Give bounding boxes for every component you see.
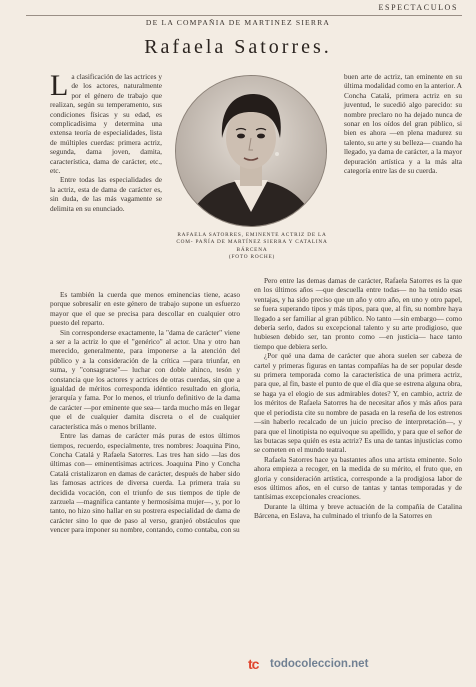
top-rule (26, 15, 462, 16)
intro-text: a clasificación de las actrices y de los actores, naturalmente por el género de trabajo que realizan, según su temperamento, sus condiciones físicas y su edad, es complicadísima y determina una extensa teoría de especialidades, lista de múltiples cuerdas: primera actriz, segunda, dama joven, damita, característica, dama de carácter, etc., etc. (50, 72, 162, 176)
intro-paragraph (50, 69, 162, 176)
left-paragraph-3: Entre las damas de carácter más puras de estos últimos tiempos, recuerdo, especialmente, tres nombres: Joaquina Pino, Concha Catalá y Rafaela Satorres. Las tres han sido —las dos últimas con— eminentísimas actrices. Joaquina Pino y Concha Catalá cristalizaron en damas de carácter, después de haber sido las famosas actrices de diversa cuerda. La primera traía su decidida vocación, con el triunfo de sus tiempos de tiple de zarzuela —magnífica cantante y hermosísima mujer—, y, por lo tanto, no hizo sino hallar en su postrera especialidad de dama de carácter sino lo que de paso al verso, granjeó obstáculos que vencer para imponer su nombre, contando, como contaba, con su (50, 431, 240, 535)
running-head: ESPECTACULOS (378, 3, 458, 12)
caption-line-1: RAFAELA SATORRES, EMINENTE ACTRIZ DE LA COM- (176, 232, 327, 246)
right-paragraph-4: Rafaela Satorres hace ya bastantes años una artista eminente. Solo ahora empieza a recoger, en la medida de su mérito, el fruto que, en gloria y consideración artística, corresponde a la prodigiosa labor de esos últimos años, en el curso de tantas y tantas temporadas y de tantísimas excepcionales creaciones. (254, 454, 462, 502)
right-paragraph-2: Pero entre las demas damas de carácter, Rafaela Satorres es la que en los últimos años —que descuella entre todas— no ha tenido esas ventajas, y ha sido preciso que un año y otro año, en uno y otro papel, se fuera superando tipos y más tipos, para que, al fin, su nombre haya llegado a ser familiar al gran público. No tanto —sin embargo— como debería serlo, dados su excepcional talento y su arte prodigioso, que hubiesen debido ser, tan pronto como —en justicia— hace tanto tiempo que debiera serlo. (254, 276, 462, 351)
right-column (344, 72, 462, 175)
intro-column (50, 69, 162, 213)
drop-cap: L (50, 69, 69, 102)
photo-credit: (FOTO ROCHE) (228, 254, 276, 261)
section-subheading: DE LA COMPAÑIA DE MARTINEZ SIERRA (145, 18, 331, 27)
right-paragraph-5: Durante la última y breve actuación de la compañía de Catalina Bárcena, en Eslava, ha culminado el triunfo de la Satorres en (254, 501, 462, 521)
right-paragraph-3: ¿Por qué una dama de carácter que ahora suelen ser cabeza de cartel y primeras figuras en tantas compañías ha de ser popular desde su primera temporada como la característica de una primera actriz, para que, al fin, baste el punto de que el día que se estrena alguna obra, se haga ya el elogio de sus admirables dotes? Y, en cambio, actriz de los méritos de Rafaela Satorres ha de necesitar años y más años para que el periodista cite su nombre de pasada en la reseña de los estrenos —sin haberlo recalcado de un juicio preciso de interpretación—, y para que el linotipista no equivoque su apellido, y para que el señor de las butacas sepa quién es esta actriz? Es una de tantas injusticias como se cometen en el mundo teatral. (254, 351, 462, 455)
left-column (50, 290, 240, 535)
article-title: Rafaela Satorres. (144, 36, 332, 58)
caption-line-2: PAÑÍA DE MARTÍNEZ SIERRA Y CATALINA BÁRCENA (195, 239, 328, 253)
watermark-logo-icon: tc (248, 656, 259, 672)
right-paragraph-1: buen arte de actriz, tan eminente en su última modalidad como en la anterior. A Concha Catalá, primera actriz en su juventud, le sucedió algo parecido: su nombre preclaro no ha dejado nunca de sonar en los oídos del gran público, si bien es ahora —en plena madurez su talento, su arte y su belleza— cuando ha llegado, ya dama de carácter, a la mayor depuración artística y a la más alta categoría entre las de su cuerda. (344, 72, 462, 176)
photo-caption (168, 232, 336, 262)
portrait-illustration (176, 76, 326, 226)
portrait-photo (175, 75, 327, 227)
left-narrow-paragraph: Entre todas las especialidades de la actriz, esta de dama de carácter es, sin duda, de las más vagamente se delimita en su enunciado. (50, 175, 162, 213)
left-paragraph-2: Sin corresponderse exactamente, la "dama de carácter" viene a ser a la actriz lo que el "genérico" al actor. Una y otro han merecido, generalmente, para imponerse a la atención del público y a la consideración de la crítica —para triunfar, en suma, y "consagrarse"— luchar con doble ahinco, tesón y constancia que los actores y actrices de otras cuerdas, sin que a igualdad de méritos corresponda idéntico resultado en gloria, jerarquía y fama. Por lo menos, el triunfo definitivo de la dama de carácter —por eminente que sea— tarda mucho más en llegar que el de cualquier damita discreta o el de cualquier característica más o menos brillante. (50, 327, 240, 431)
watermark-text: todocoleccion.net (270, 658, 369, 670)
left-paragraph-1: Es también la cuerda que menos eminencias tiene, acaso porque sobresalir en este género de trabajo supone un esfuerzo mayor que el que se precisa para descollar en cualquier otro puesto del reparto. (50, 290, 240, 328)
right-lower-column (254, 276, 462, 521)
